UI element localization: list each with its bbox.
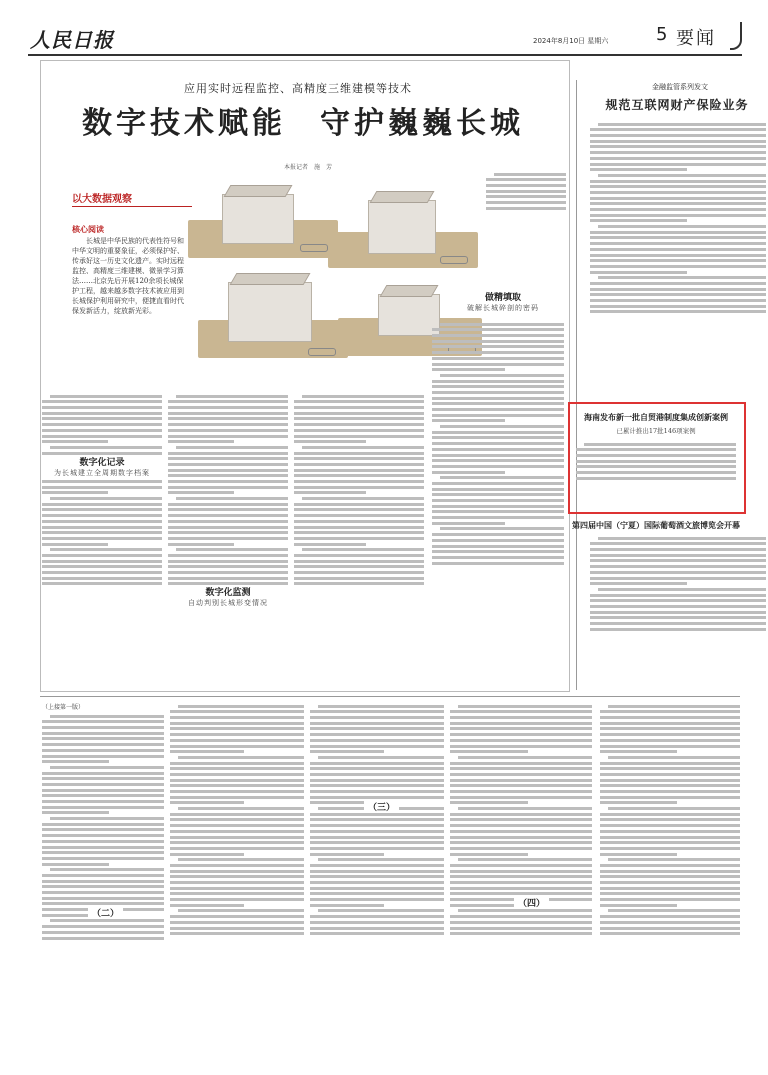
data-observation-tag: 以大数据观察 (72, 194, 132, 205)
feature-text-col-2 (168, 392, 288, 682)
watchtower-illustration-1 (188, 180, 338, 260)
feature-text-col-4 (432, 320, 564, 682)
wine-expo-article-text (590, 534, 766, 684)
insurance-headline: 规范互联网财产保险业务 (605, 98, 749, 112)
feature-subhead-3: 做精填取 (484, 293, 521, 303)
lower-col-4 (450, 702, 592, 1048)
feature-text-col-1 (42, 392, 162, 682)
hainan-article-text (576, 440, 736, 506)
feature-subhead-1: 数字化记录 (42, 455, 162, 468)
section-two-label: （二） (88, 906, 123, 919)
masthead (28, 20, 742, 56)
continued-marker: （上接第一版） (42, 704, 85, 711)
hainan-subhead: 已累计推出17批146项案例 (616, 427, 696, 435)
core-reading-text: 长城是中华民族的代表性符号和中华文明的重要象征，必须保护好、传承好这一历史文化遗产。实时远程监控、高精度三维建模、微景学习算法……北京先后开展120余项长城保护工程，越来越多数字技术被应用到长城保护利用研究中，便捷直看时代保发新活力，绽放新光彩。 (72, 237, 184, 315)
newspaper-logo: 人民日报 (30, 28, 114, 52)
page-number: 5 (656, 24, 668, 45)
lower-col-1 (42, 712, 164, 1048)
feature-text-col-3 (294, 392, 424, 682)
lower-col-3 (310, 702, 444, 1048)
feature-subhead-2-sub: 自动判别长城形变情况 (168, 598, 288, 608)
feature-text-col-top-right (486, 170, 566, 232)
insurance-kicker: 金融监管系列发文 (652, 83, 708, 91)
section-three-label: （三） (364, 800, 399, 813)
wine-expo-headline: 第四届中国（宁夏）国际葡萄酒文旅博览会开幕 (572, 520, 740, 530)
feature-subhead-3-sub: 破解长城碎剖的密码 (467, 304, 539, 312)
feature-byline: 本报记者 施 芳 (283, 164, 332, 171)
tag-underline (72, 206, 192, 207)
page-section-name: 要闻 (676, 28, 716, 49)
feature-kicker: 应用实时远程监控、高精度三维建模等技术 (184, 82, 412, 95)
feature-subhead-2: 数字化监测 (168, 585, 288, 598)
lower-col-2 (170, 702, 304, 1048)
issue-date: 2024年8月10日 星期六 (533, 37, 609, 45)
core-reading-label: 核心阅读 (72, 224, 104, 234)
insurance-article-text (590, 120, 766, 406)
highlight-box (568, 402, 746, 514)
right-column-divider (576, 80, 577, 690)
lower-col-5 (600, 702, 740, 1048)
lower-section-rule (40, 696, 740, 697)
watchtower-illustration-2 (328, 190, 478, 270)
hainan-headline: 海南发布新一批自贸港制度集成创新案例 (584, 412, 728, 422)
newspaper-page (28, 20, 749, 1052)
watchtower-illustration-3 (198, 270, 348, 360)
feature-subhead-1-sub: 为长城建立全周期数字档案 (42, 468, 162, 478)
masthead-bracket (730, 22, 742, 50)
section-four-label: （四） (514, 896, 549, 909)
feature-headline: 数字技术赋能 守护巍巍长城 (82, 106, 524, 141)
